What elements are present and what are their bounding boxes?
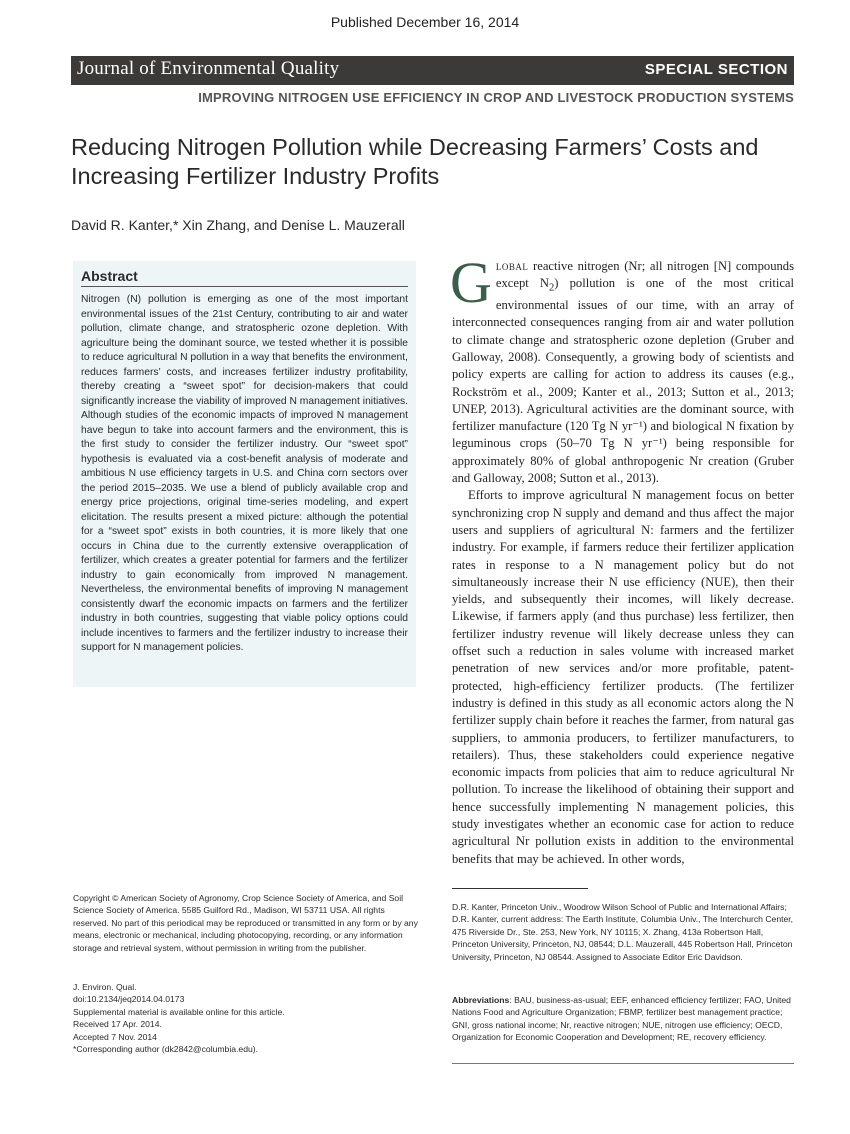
author-affiliations: D.R. Kanter, Princeton Univ., Woodrow Wilson School of Public and International Affairs; D.R. Kanter, current address: The Earth Institute, Columbia Univ., The Interchurch Center, 475 Riverside Dr., Ste. 253, New York, NY 10115; X. Zhang, 413a Robertson Hall, Princeton University, Princeton, NJ, 08544; D.L. Mauzerall, 445 Robertson Hall, Princeton University, Princeton, NJ 08544. Assigned to Associate Editor Eric Davidson. [452,902,794,962]
journal-abbrev: J. Environ. Qual. [73,982,137,992]
body-paragraph-2: Efforts to improve agricultural N management focus on better synchronizing crop N supply and demand and thus affect the major users and suppliers of agricultural N: farmers and the fertilizer industry. For example, if farmers reduce their fertilizer application rates in response to a N management policy but do not simultaneously increase their N use efficiency (NUE), then their yields, and subsequently their incomes, will likely decrease. Likewise, if farmers apply (and thus purchase) less fertilizer, then fertilizer industry revenue will likely decrease unless they can offset such a reduction in sales volume with increased market penetration of new services and/or more profitable, patent-protected, high-efficiency fertilizer products. (The fertilizer industry is defined in this study as all economic actors along the N fertilizer supply chain before it reaches the farmer, from natural gas suppliers, to ammonia producers, to fertilizer manufacturers, to retailers). Thus, these stakeholders could experience negative economic impacts from policies that aim to reduce agricultural Nr pollution. To increase the likelihood of obtaining their support and hence successfully implementing N management policies, this study investigates whether an economic case for action to reduce agricultural Nr pollution exists in addition to the environmental benefits that may be achieved. In other words, [452,488,794,866]
article-body [450,250,794,868]
abbreviations-label: Abbreviations [452,995,510,1005]
bottom-divider [452,1063,794,1064]
abbreviations-text: : BAU, business-as-usual; EEF, enhanced efficiency fertilizer; FAO, United Nations Food and Agriculture Organization; FBMP, fertilizer best management practice; GNI, gross national income; Nr, reactive nitrogen; NUE, nitrogen use efficiency; OECD, Organization for Economic Cooperation and Development; RE, recovery efficiency. [452,995,791,1043]
published-date: Published December 16, 2014 [330,14,520,30]
copyright-notice: Copyright © American Society of Agronomy, Crop Science Society of America, and Soil Science Society of America. 5585 Guilford Rd., Madison, WI 53711 USA. All rights reserved. No part of this periodical may be reproduced or transmitted in any form or by any means, electronic or mechanical, including photocopying, recording, or any information storage and retrieval system, without permission in writing from the publisher. [73,893,418,953]
abstract-text: Nitrogen (N) pollution is emerging as one of the most important environmental issues of the 21st Century, contributing to air and water pollution, climate change, and stratospheric ozone depletion. With agriculture being the dominant source, we tested whether it is possible to reduce agricultural N pollution in a way that benefits the environment, reduces farmers’ costs, and increases fertilizer industry profitability, thereby creating a “sweet spot” for decision-makers that could significantly increase the viability of improved N management initiatives. Although studies of the economic impacts of improved N management have begun to take into account farmers and the environment, this is the first study to consider the fertilizer industry. Our “sweet spot” hypothesis is evaluated via a cost-benefit analysis of moderate and ambitious N use efficiency targets in U.S. and China corn sectors over the period 2015–2035. We use a blend of publicly available crop and energy price projections, original time-series modeling, and expert elicitation. The results present a mixed picture: although the potential for a “sweet spot” exists in both countries, it is more likely that one occurs in China due to the currently extensive overapplication of fertilizer, which creates a greater potential for farmers and the fertilizer industry to gain economically from improved N management. Nevertheless, the environmental benefits of improving N management consistently dwarf the economic impacts on farmers and the fertilizer industry in both countries, suggesting that viable policy options could include incentives to farmers and the fertilizer industry to increase their support for N management policies. [81,294,408,653]
doi: doi:10.2134/jeq2014.04.0173 [73,994,185,1005]
abbreviations [452,994,797,1044]
journal-name: Journal of Environmental Quality [77,58,340,79]
corresponding-author: *Corresponding author (dk2842@columbia.edu). [73,1044,259,1055]
author-list: David R. Kanter,* Xin Zhang, and Denise L. Mauzerall [71,217,405,233]
paragraph-1-text-cont: ) pollution is one of the most critical environmental issues of our time, with an array of interconnected consequences ranging from air and water pollution to climate change and stratospheric ozone depletion (Gruber and Galloway, 2008). Consequently, a growing body of scientists and policy experts are calling for action to address its causes (e.g., Rockström et al., 2009; Kanter et al., 2013; Sutton et al., 2013; UNEP, 2013). Agricultural activities are the dominant source, with fertilizer manufacture (120 Tg N yr⁻¹) and biological N fixation by leguminous crops (50–70 Tg N yr⁻¹) being responsible for approximately 80% of global anthropogenic Nr creation (Gruber and Galloway, 2008; Sutton et al., 2013). [452,276,794,486]
journal-info [73,981,418,1055]
subscript: 2 [549,282,555,294]
footnote-divider [452,888,588,889]
abstract-divider [81,286,408,287]
abstract-heading: Abstract [81,268,138,284]
accepted-date: Accepted 7 Nov. 2014 [73,1031,157,1042]
body-paragraph-1 [450,250,794,487]
lead-word: lobal [495,259,529,273]
special-section-subtitle: IMPROVING NITROGEN USE EFFICIENCY IN CROP AND LIVESTOCK PRODUCTION SYSTEMS [198,90,794,105]
section-label: SPECIAL SECTION [644,61,788,78]
journal-banner [71,56,794,85]
supplemental-note: Supplemental material is available online for this article. [73,1006,285,1017]
abstract-box [73,261,416,687]
paragraph-1-text: reactive nitrogen (Nr; all nitrogen [N] compounds except N [495,259,794,291]
article-title: Reducing Nitrogen Pollution while Decreasing Farmers’ Costs and Increasing Fertilizer Industry Profits [71,134,759,189]
drop-cap: G [450,250,492,315]
received-date: Received 17 Apr. 2014. [73,1019,162,1030]
